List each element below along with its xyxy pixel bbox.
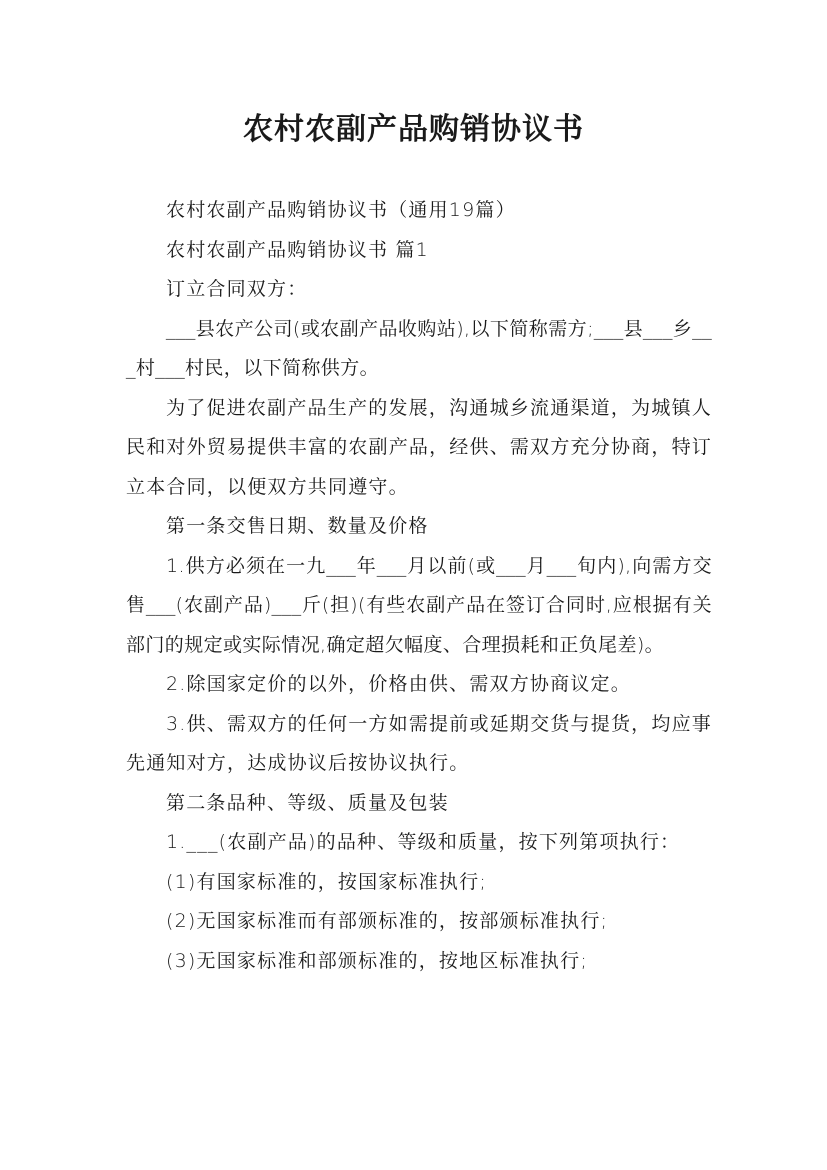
paragraph-parties: ___县农产公司(或农副产品收购站),以下简称需方;___县___乡___村___村民，以下简称供方。 [126,317,712,379]
paragraph-article-2-sub-3: (3)无国家标准和部颁标准的，按地区标准执行; [166,949,588,972]
paragraph-article-2-heading: 第二条品种、等级、质量及包装 [166,791,449,814]
paragraph-article-1-item-1: 1.供方必须在一九___年___月以前(或___月___旬内),向需方交售___(农副产品)___斤(担)(有些农副产品在签订合同时,应根据有关部门的规定或实际情况,确定超欠幅度、合理损耗和正负尾差)。 [126,554,712,656]
paragraph-article-2-item-1: 1.___(农副产品)的品种、等级和质量，按下列第项执行： [166,831,681,853]
paragraph-article-2-sub-1: (1)有国家标准的，按国家标准执行; [166,870,487,893]
document-title: 农村农副产品购销协议书 [243,112,584,147]
paragraph-purpose: 为了促进农副产品生产的发展，沟通城乡流通渠道，为城镇人民和对外贸易提供丰富的农副产品，经供、需双方充分协商，特订立本合同，以便双方共同遵守。 [126,396,712,498]
paragraph-section-heading: 农村农副产品购销协议书 篇1 [166,238,429,261]
document-body [126,191,712,981]
paragraph-article-1-item-3: 3.供、需双方的任何一方如需提前或延期交货与提货，均应事先通知对方，达成协议后按协议执行。 [126,712,712,774]
paragraph-article-1-heading: 第一条交售日期、数量及价格 [166,515,429,537]
paragraph-parties-heading: 订立合同双方： [166,278,308,300]
paragraph-article-2-sub-2: (2)无国家标准而有部颁标准的，按部颁标准执行; [166,910,609,932]
paragraph-subtitle: 农村农副产品购销协议书（通用19篇） [166,199,516,221]
paragraph-article-1-item-2: 2.除国家定价的以外，价格由供、需双方协商议定。 [166,673,631,695]
